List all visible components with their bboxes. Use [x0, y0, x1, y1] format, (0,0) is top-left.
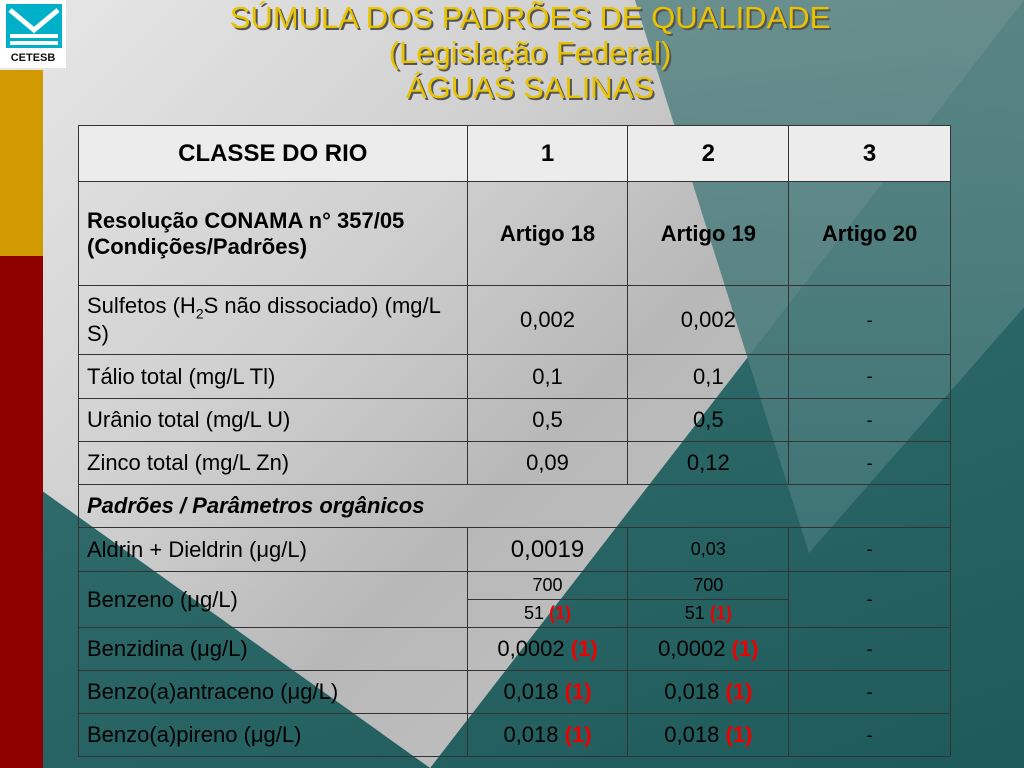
cell: [467, 714, 628, 757]
table-row: [79, 442, 951, 485]
row-label: Zinco total (mg/L Zn): [79, 442, 468, 485]
value: 0,0002: [658, 636, 726, 661]
table-row: [79, 355, 951, 399]
cell: 0,1: [628, 355, 789, 399]
cell: [467, 628, 628, 671]
header-row: [79, 126, 951, 182]
label-subscript: 2: [195, 305, 204, 322]
cell: [467, 671, 628, 714]
section-heading: Padrões / Parâmetros orgânicos: [79, 485, 951, 528]
label-part: S não dissociado) (mg/L S): [87, 292, 441, 347]
row-label: Aldrin + Dieldrin (μg/L): [79, 528, 468, 572]
cell: -: [789, 628, 951, 671]
table-row: [79, 628, 951, 671]
row-label: Benzo(a)antraceno (μg/L): [79, 671, 468, 714]
cell: Artigo 19: [628, 182, 789, 286]
cell: 700: [628, 572, 789, 600]
title-line-1: SÚMULA DOS PADRÕES DE QUALIDADE: [229, 0, 831, 35]
cell: -: [789, 399, 951, 442]
note-ref: (1): [564, 679, 592, 704]
quality-standards-table: [78, 125, 951, 757]
note-ref: (1): [564, 722, 592, 747]
cell: 0,09: [467, 442, 628, 485]
row-label: Benzeno (μg/L): [79, 572, 468, 628]
value: 51: [523, 603, 544, 623]
logo-mark-icon: [6, 4, 62, 48]
row-label: Urânio total (mg/L U): [79, 399, 468, 442]
left-bar-red: [0, 256, 43, 768]
cell: 0,002: [628, 286, 789, 355]
cell: 0,5: [467, 399, 628, 442]
cell: [628, 628, 789, 671]
note-ref: (1): [725, 679, 753, 704]
cell: Artigo 20: [789, 182, 951, 286]
header-1: 1: [467, 126, 628, 182]
row-label: [79, 286, 468, 355]
cell: 0,1: [467, 355, 628, 399]
cell: 0,0019: [467, 528, 628, 572]
value: 0,018: [503, 679, 559, 704]
note-ref: (1): [725, 722, 753, 747]
section-row: [79, 485, 951, 528]
cell: 700: [467, 572, 628, 600]
table-row: [79, 399, 951, 442]
cell: [628, 600, 789, 628]
value: 0,0002: [497, 636, 565, 661]
cell: -: [789, 671, 951, 714]
table-row: [79, 528, 951, 572]
value: 0,018: [664, 679, 720, 704]
note-ref: (1): [570, 636, 598, 661]
title-line-2: (Legislação Federal): [388, 35, 672, 70]
note-ref: (1): [709, 603, 732, 623]
cell: Artigo 18: [467, 182, 628, 286]
cell: [628, 671, 789, 714]
logo-text: CETESB: [10, 52, 56, 64]
label-part: Sulfetos (H: [87, 292, 196, 318]
cell: -: [789, 442, 951, 485]
cell: 0,03: [628, 528, 789, 572]
row-label: Benzo(a)pireno (μg/L): [79, 714, 468, 757]
header-2: 2: [628, 126, 789, 182]
table-row: [79, 286, 951, 355]
row-label: Tálio total (mg/L Tl): [79, 355, 468, 399]
table-row: [79, 572, 951, 600]
value: 51: [684, 603, 705, 623]
header-classe: CLASSE DO RIO: [79, 126, 468, 182]
note-ref: (1): [549, 603, 572, 623]
title-line-3: ÁGUAS SALINAS: [405, 70, 655, 105]
cell: 0,002: [467, 286, 628, 355]
left-bar-gold: [0, 70, 43, 256]
value: 0,018: [664, 722, 720, 747]
header-3: 3: [789, 126, 951, 182]
cell: -: [789, 572, 951, 628]
cell: [628, 714, 789, 757]
row-label: Resolução CONAMA n° 357/05 (Condições/Padrões): [79, 182, 468, 286]
cell: [467, 600, 628, 628]
cell: -: [789, 286, 951, 355]
cetesb-logo: [0, 0, 66, 68]
cell: -: [789, 714, 951, 757]
table-row: [79, 182, 951, 286]
cell: 0,12: [628, 442, 789, 485]
cell: -: [789, 528, 951, 572]
cell: 0,5: [628, 399, 789, 442]
note-ref: (1): [731, 636, 759, 661]
value: 0,018: [503, 722, 559, 747]
table-row: [79, 714, 951, 757]
cell: -: [789, 355, 951, 399]
table-row: [79, 671, 951, 714]
row-label: Benzidina (μg/L): [79, 628, 468, 671]
slide-title: [120, 0, 940, 105]
